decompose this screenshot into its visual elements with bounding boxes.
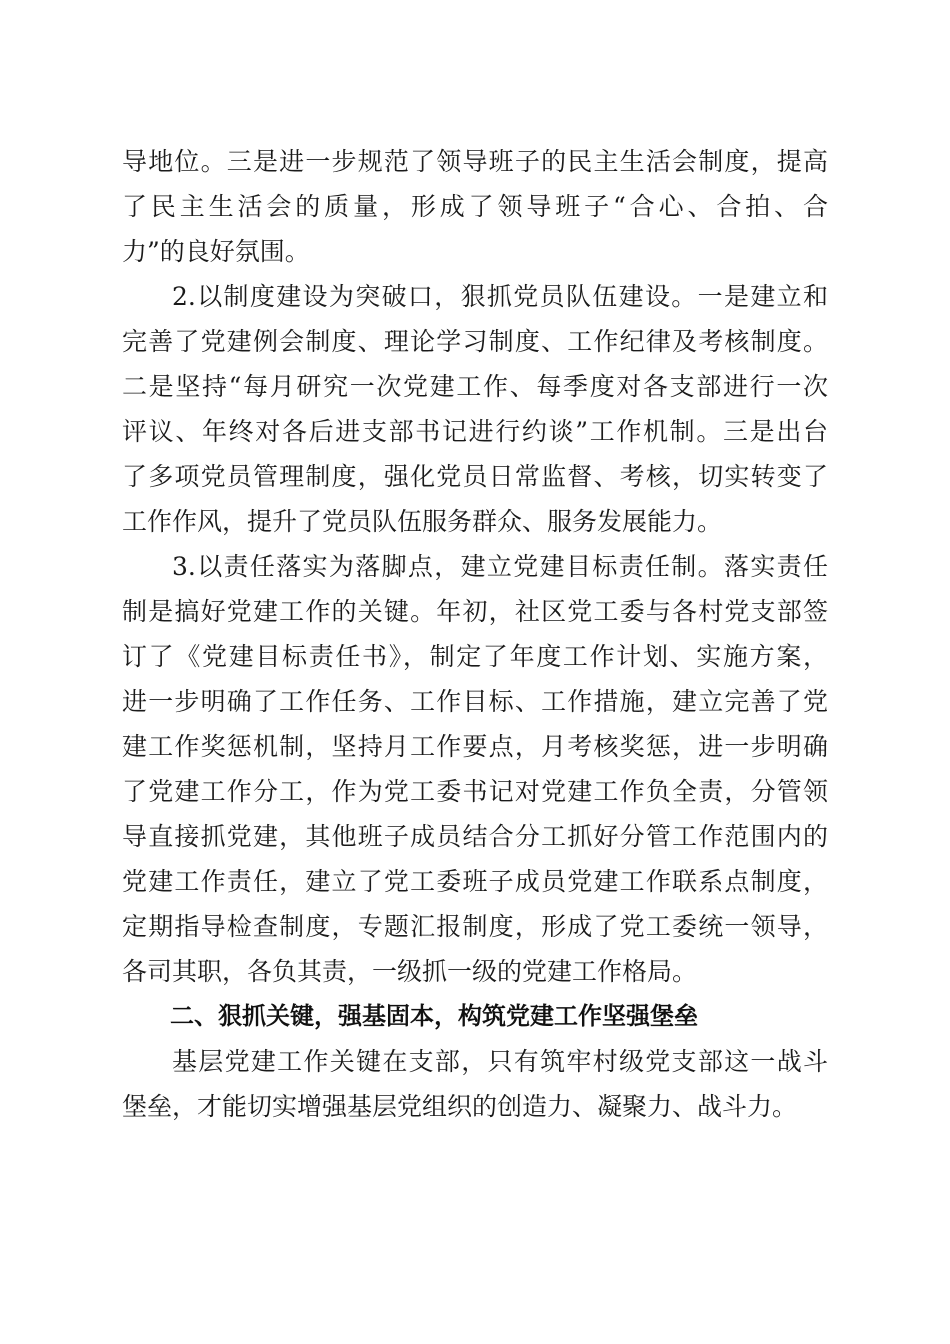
- closing-paragraph-line-1: 基层党建工作关键在支部，只有筑牢村级党支部这一战斗: [172, 1047, 828, 1076]
- paragraph-1-line-3: 力”的良好氛围。: [122, 237, 310, 266]
- paragraph-2-line-3: 二是坚持“每月研究一次党建工作、每季度对各支部进行一次: [122, 372, 828, 401]
- paragraph-3-line-10: 各司其职，各负其责，一级抓一级的党建工作格局。: [122, 957, 698, 986]
- paragraph-1-line-1: 导地位。三是进一步规范了领导班子的民主生活会制度，提高: [122, 147, 828, 176]
- paragraph-2-line-4: 评议、年终对各后进支部书记进行约谈”工作机制。三是出台: [122, 417, 828, 446]
- paragraph-2-line-1: 2.以制度建设为突破口，狠抓党员队伍建设。一是建立和: [172, 282, 828, 311]
- paragraph-3-line-5: 建工作奖惩机制，坚持月工作要点，月考核奖惩，进一步明确: [122, 732, 828, 761]
- paragraph-3-line-7: 导直接抓党建，其他班子成员结合分工抓好分管工作范围内的: [122, 822, 828, 851]
- paragraph-3-line-2: 制是搞好党建工作的关键。年初，社区党工委与各村党支部签: [122, 597, 828, 626]
- paragraph-1-line-2: 了民主生活会的质量，形成了领导班子“合心、合拍、合: [122, 192, 828, 221]
- paragraph-3-line-4: 进一步明确了工作任务、工作目标、工作措施，建立完善了党: [122, 687, 828, 716]
- paragraph-3-line-8: 党建工作责任，建立了党工委班子成员党建工作联系点制度，: [122, 867, 828, 896]
- paragraph-2-line-6: 工作作风，提升了党员队伍服务群众、服务发展能力。: [122, 507, 723, 536]
- closing-paragraph-line-2: 堡垒，才能切实增强基层党组织的创造力、凝聚力、战斗力。: [122, 1092, 798, 1121]
- paragraph-3-line-9: 定期指导检查制度，专题汇报制度，形成了党工委统一领导，: [122, 912, 828, 941]
- paragraph-2-line-2: 完善了党建例会制度、理论学习制度、工作纪律及考核制度。: [122, 327, 828, 356]
- paragraph-2-line-5: 了多项党员管理制度，强化党员日常监督、考核，切实转变了: [122, 462, 828, 491]
- paragraph-3-line-3: 订了《党建目标责任书》，制定了年度工作计划、实施方案，: [122, 642, 828, 671]
- paragraph-3-line-6: 了党建工作分工，作为党工委书记对党建工作负全责，分管领: [122, 777, 828, 806]
- section-heading: 二、狠抓关键，强基固本，构筑党建工作坚强堡垒: [170, 1002, 698, 1030]
- document-body: [122, 139, 828, 1129]
- paragraph-3-line-1: 3.以责任落实为落脚点，建立党建目标责任制。落实责任: [172, 552, 828, 581]
